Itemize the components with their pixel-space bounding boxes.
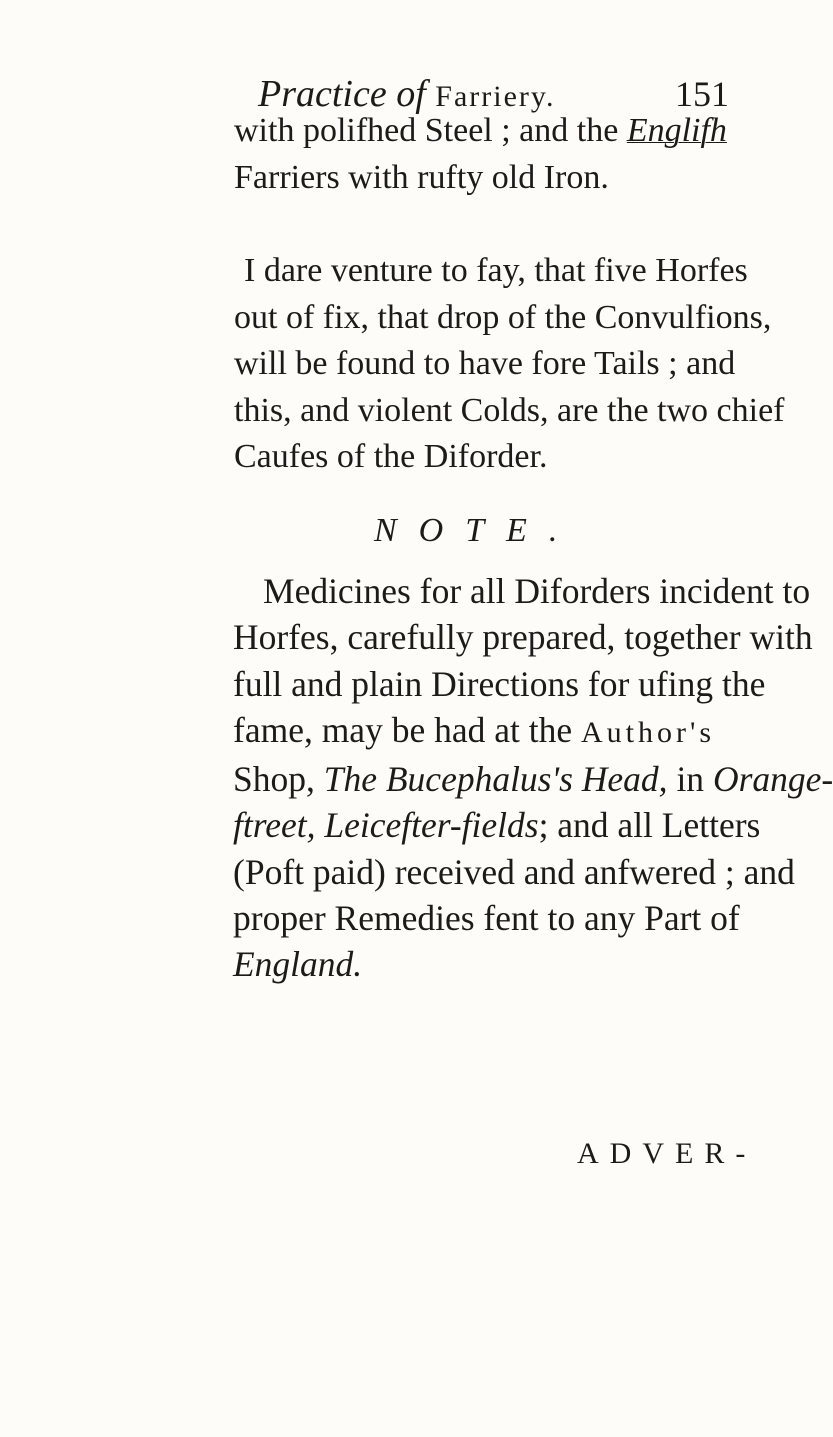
note-paragraph bbox=[233, 568, 833, 988]
text-line: (Poft paid) received and anfwered ; and bbox=[233, 851, 795, 892]
text-line: full and plain Directions for ufing the bbox=[233, 663, 766, 704]
text-line bbox=[233, 802, 761, 848]
text-line: Farriers with rufty old Iron. bbox=[234, 158, 609, 196]
text-run: Shop, bbox=[233, 759, 315, 800]
text-run: in bbox=[676, 759, 705, 800]
header-title-smallcaps: Farriery. bbox=[435, 80, 556, 113]
italic-run: Leicefter-fields bbox=[324, 805, 539, 846]
text-line: England. bbox=[233, 944, 363, 985]
text-run: ; and all Letters bbox=[538, 805, 761, 846]
text-line: will be found to have fore Tails ; and bbox=[234, 345, 736, 382]
text-line: Medicines for all Diforders incident to bbox=[263, 571, 811, 611]
paragraph-horses bbox=[234, 248, 785, 481]
text-line: I dare venture to fay, that five Horfes bbox=[244, 252, 748, 289]
text-line: out of fix, that drop of the Convulfions, bbox=[234, 298, 772, 336]
text-run: fame, may be had at the bbox=[233, 709, 573, 750]
italic-run: ftreet, bbox=[233, 805, 316, 846]
text-run: with polifhed Steel ; and the bbox=[234, 112, 619, 149]
header-title-italic: Practice of bbox=[258, 73, 426, 115]
paragraph-continued bbox=[234, 108, 734, 201]
smallcaps-word: Author's bbox=[580, 715, 716, 749]
text-line bbox=[233, 756, 833, 802]
note-heading: NOTE. bbox=[374, 512, 580, 549]
text-line bbox=[234, 108, 734, 155]
page-number: 151 bbox=[675, 74, 729, 114]
text-line: Caufes of the Diforder. bbox=[234, 438, 548, 475]
text-line: this, and violent Colds, are the two chief bbox=[234, 391, 785, 429]
text-line: Horfes, carefully prepared, together with bbox=[233, 617, 813, 658]
italic-word: Englifh bbox=[626, 112, 727, 149]
text-line: proper Remedies fent to any Part of bbox=[233, 898, 740, 939]
italic-run: The Bucephalus's Head, bbox=[323, 759, 668, 800]
catchword: ADVER- bbox=[577, 1137, 757, 1170]
text-line bbox=[233, 707, 753, 756]
italic-run: Orange- bbox=[712, 759, 833, 800]
